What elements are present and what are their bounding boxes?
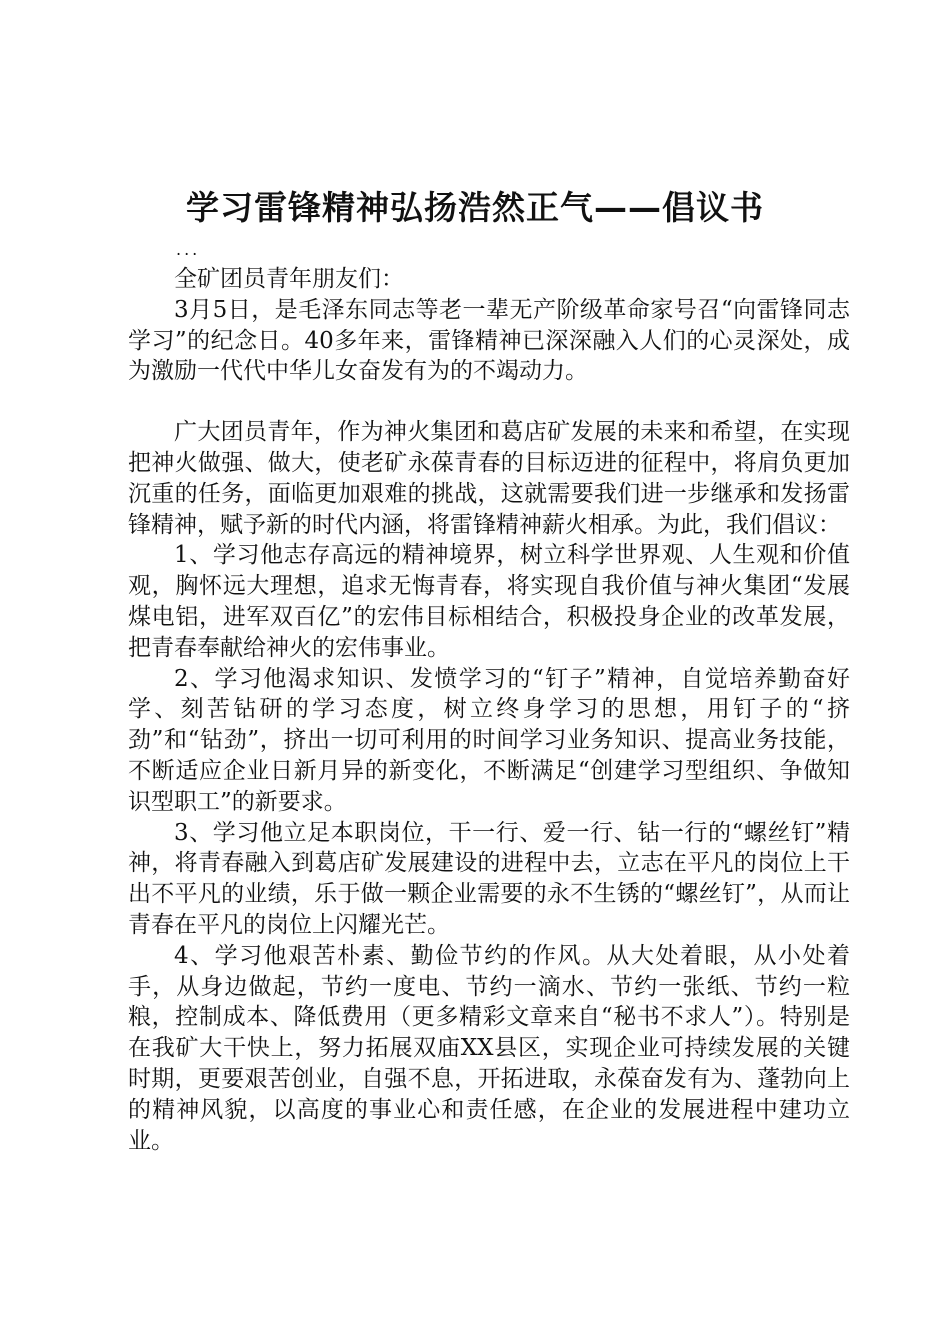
paragraph-point-2: 2、学习他渴求知识、发愤学习的“钉子”精神，自觉培养勤奋好学、刻苦钻研的学习态度，树立终身学习的思想，用钉子的“挤劲”和“钻劲”，挤出一切可利用的时间学习业务知识、提高业务技能，不断适应企业日新月异的新变化，不断满足“创建学习型组织、争做知识型职工”的新要求。 xyxy=(128,665,850,815)
salutation: 全矿团员青年朋友们： xyxy=(174,266,404,292)
document-title: 学习雷锋精神弘扬浩然正气——倡议书 xyxy=(186,188,764,227)
document-body xyxy=(128,264,850,1156)
paragraph-point-4: 4、学习他艰苦朴素、勤俭节约的作风。从大处着眼，从小处着手，从身边做起，节约一度电、节约一滴水、节约一张纸、节约一粒粮，控制成本、降低费用（更多精彩文章来自“秘书不求人”）。特别是在我矿大干快上，努力拓展双庙XX县区，实现企业可持续发展的关键时期，更要艰苦创业，自强不息，开拓进取，永葆奋发有为、蓬勃向上的精神风貌，以高度的事业心和责任感，在企业的发展进程中建功立业。 xyxy=(128,942,850,1154)
ellipsis-marker: ... xyxy=(176,240,201,259)
paragraph-intro: 3月5日，是毛泽东同志等老一辈无产阶级革命家号召“向雷锋同志学习”的纪念日。40多年来，雷锋精神已深深融入人们的心灵深处，成为激励一代代中华儿女奋发有为的不竭动力。 xyxy=(128,296,850,385)
paragraph-point-3: 3、学习他立足本职岗位，干一行、爱一行、钻一行的“螺丝钉”精神，将青春融入到葛店矿发展建设的进程中去，立志在平凡的岗位上干出不平凡的业绩，乐于做一颗企业需要的永不生锈的“螺丝钉”，从而让青春在平凡的岗位上闪耀光芒。 xyxy=(128,819,850,938)
paragraph-point-1: 1、学习他志存高远的精神境界，树立科学世界观、人生观和价值观，胸怀远大理想，追求无悔青春，将实现自我价值与神火集团“发展煤电铝，进军双百亿”的宏伟目标相结合，积极投身企业的改革发展，把青春奉献给神火的宏伟事业。 xyxy=(128,542,850,661)
paragraph-appeal: 广大团员青年，作为神火集团和葛店矿发展的未来和希望，在实现把神火做强、做大，使老矿永葆青春的目标迈进的征程中，将肩负更加沉重的任务，面临更加艰难的挑战，这就需要我们进一步继承和发扬雷锋精神，赋予新的时代内涵，将雷锋精神薪火相承。为此，我们倡议： xyxy=(128,419,850,538)
